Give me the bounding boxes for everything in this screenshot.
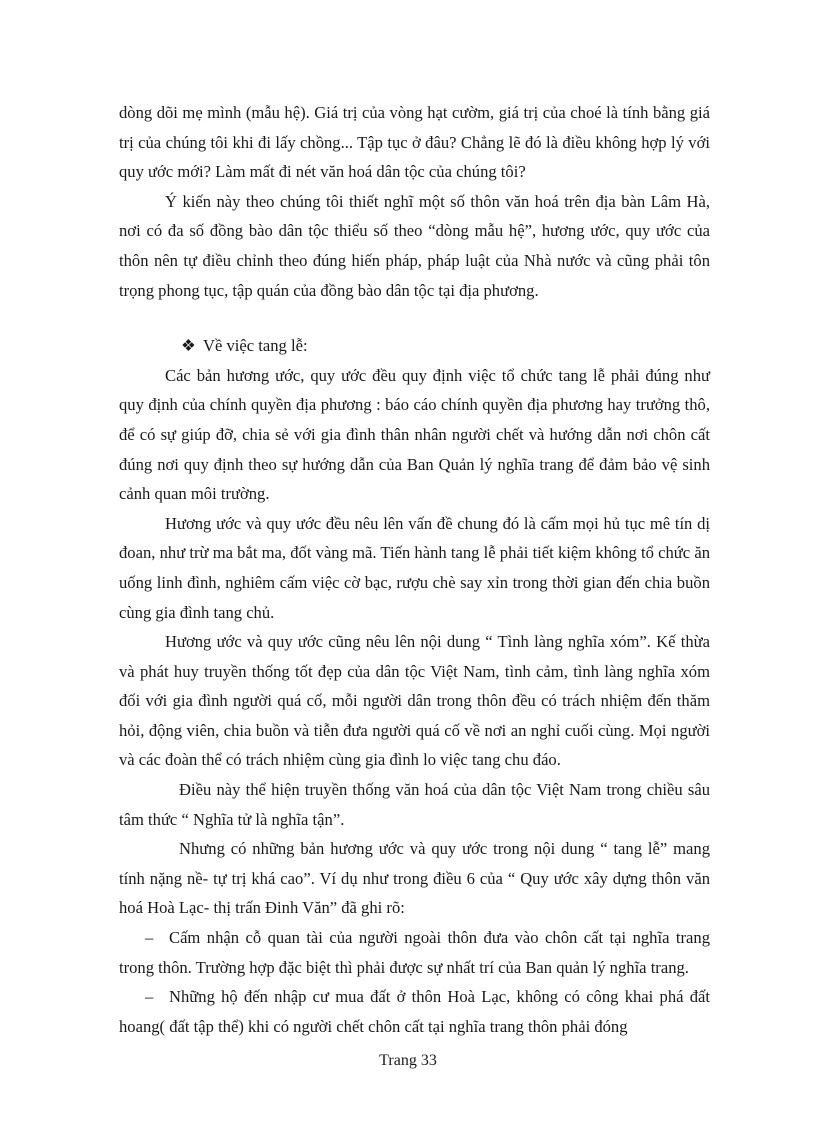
dash-bullet-icon: –	[145, 928, 154, 948]
diamond-bullet-icon: ❖	[181, 336, 196, 356]
section-heading	[119, 331, 710, 361]
body-text	[119, 98, 710, 1041]
list-item	[119, 982, 710, 1041]
list-item-text: Những hộ đến nhập cư mua đất ở thôn Hoà Lạc, không có công khai phá đất hoang( đất tập thể) khi có người chết chôn cất tại nghĩa trang thôn phải đóng	[119, 987, 710, 1036]
dash-bullet-icon: –	[145, 987, 154, 1007]
section-heading-text: Về việc tang lễ:	[203, 336, 308, 356]
paragraph-5: Hương ước và quy ước cũng nêu lên nội dung “ Tình làng nghĩa xóm”. Kế thừa và phát huy truyền thống tốt đẹp của dân tộc Việt Nam, tình cảm, tình làng nghĩa xóm đối với gia đình người quá cố, mỗi người dân trong thôn đều có trách nhiệm đến thăm hỏi, động viên, chia buồn và tiễn đưa người quá cố về nơi an nghỉ cuối cùng. Mọi người và các đoàn thể có trách nhiệm cùng gia đình lo việc tang chu đáo.	[119, 632, 710, 770]
paragraph-4: Hương ước và quy ước đều nêu lên vấn đề chung đó là cấm mọi hủ tục mê tín dị đoan, như trừ ma bắt ma, đốt vàng mã. Tiến hành tang lễ phải tiết kiệm không tổ chức ăn uống linh đình, nghiêm cấm việc cờ bạc, rượu chè say xỉn trong thời gian đến chia buồn cùng gia đình tang chủ.	[119, 513, 710, 622]
list-item-text: Cấm nhận cỗ quan tài của người ngoài thôn đưa vào chôn cất tại nghĩa trang trong thôn. Trường hợp đặc biệt thì phải được sự nhất trí của Ban quản lý nghĩa trang.	[119, 928, 710, 977]
list-item	[119, 923, 710, 982]
paragraph-6: Điều này thể hiện truyền thống văn hoá của dân tộc Việt Nam trong chiều sâu tâm thức “ Nghĩa tử là nghĩa tận”.	[119, 780, 710, 829]
page-number: Trang 33	[379, 1052, 437, 1069]
paragraph-7: Nhưng có những bản hương ước và quy ước trong nội dung “ tang lễ” mang tính nặng nề- tự trị khá cao”. Ví dụ như trong điều 6 của “ Quy ước xây dựng thôn văn hoá Hoà Lạc- thị trấn Đinh Văn” đã ghi rõ:	[119, 839, 710, 918]
paragraph-2: Ý kiến này theo chúng tôi thiết nghĩ một số thôn văn hoá trên địa bàn Lâm Hà, nơi có đa số đồng bào dân tộc thiểu số theo “dòng mẫu hệ”, hương ước, quy ước của thôn nên tự điều chỉnh theo đúng hiến pháp, pháp luật của Nhà nước và cũng phải tôn trọng phong tục, tập quán của đồng bào dân tộc tại địa phương.	[119, 191, 710, 300]
paragraph-1: dòng dõi mẹ mình (mẫu hệ). Giá trị của vòng hạt cườm, giá trị của choé là tính bằng giá trị của chúng tôi khi đi lấy chồng... Tập tục ở đâu? Chẳng lẽ đó là điều không hợp lý với quy ước mới? Làm mất đi nét văn hoá dân tộc của chúng tôi?	[119, 103, 710, 182]
paragraph-3: Các bản hương ước, quy ước đều quy định việc tổ chức tang lễ phải đúng như quy định của chính quyền địa phương : báo cáo chính quyền địa phương hay trưởng thô, để có sự giúp đỡ, chia sẻ với gia đình thân nhân người chết và hướng dẫn nơi chôn cất đúng nơi quy định theo sự hướng dẫn của Ban Quản lý nghĩa trang để đảm bảo vệ sinh cảnh quan môi trường.	[119, 365, 710, 504]
